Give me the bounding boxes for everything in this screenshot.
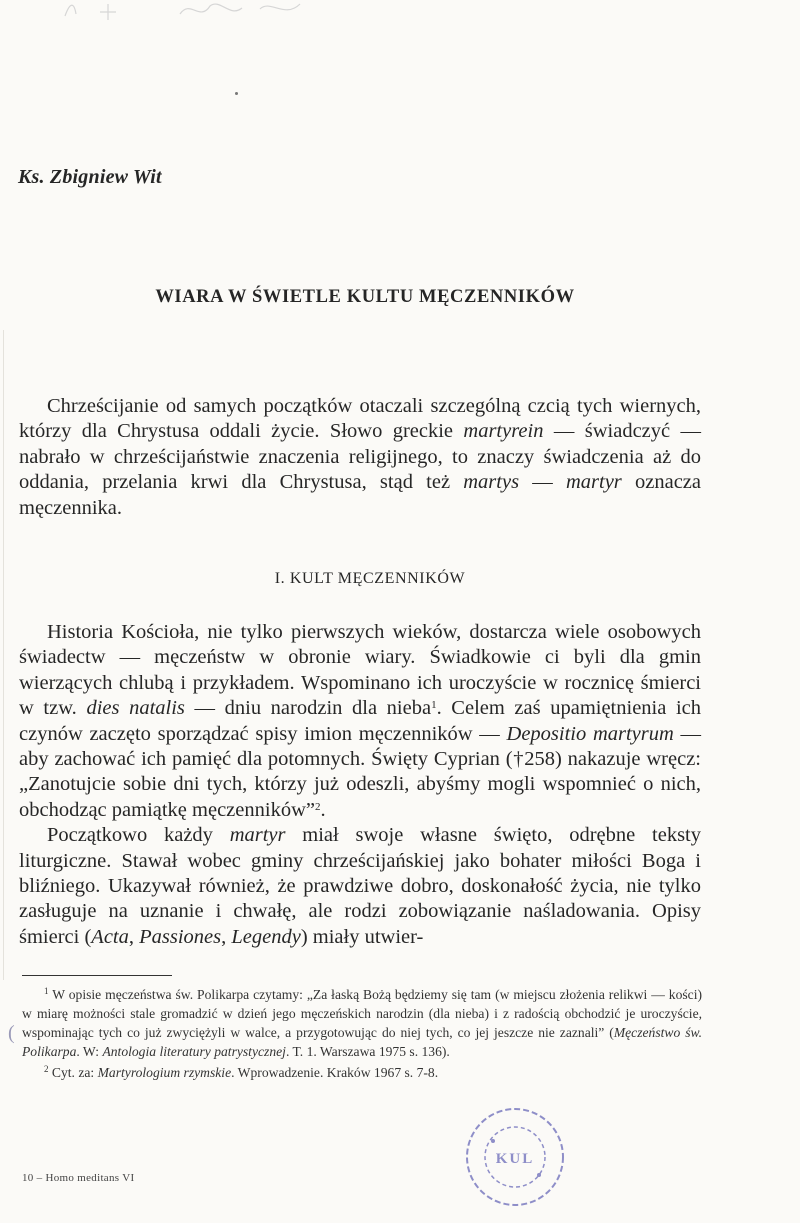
author-name: Ks. Zbigniew Wit (18, 166, 162, 188)
term-martyrein: martyrein (463, 420, 544, 443)
term-dies-natalis: dies natalis (86, 697, 185, 720)
footnote-2: $^2$ Cyt. za: Martyrologium rzymskie. Wprowadzenie. Kraków 1967 s. 7-8. (44, 1064, 439, 1080)
footnote-ref-1[interactable]: 1 (431, 699, 437, 712)
footnote-1: $^1$ W opisie męczeństwa św. Polikarpa czytamy: „Za łaską Bożą będziemy się tam (w miejscu złożenia relikwi — kości) w miarę możności stale gromadzić w dzień jego męczeńskich narodzin (dla nieba) i z radością obchodzić je uroczyście, wspominając tych co już zwyciężyli w walce, a przygotowując do niej tych, co jej jeszcze nie zaznali” (Męczeństwo św. Polikarpa. W: Antologia literatury patrystycznej. T. 1. Warszawa 1975 s. 136). (22, 986, 702, 1059)
library-stamp (463, 1105, 567, 1209)
binding-edge-shadow (3, 330, 4, 980)
page-footer: 10 – Homo meditans VI (22, 1172, 135, 1184)
footnote-ref-2[interactable]: 2 (314, 800, 321, 813)
paragraph-history: Historia Kościoła, nie tylko pierwszych wieków, dostarcza wiele osobowych świadectw — męczeństw w obronie wiary. Świadkowie ci byli dla gmin wierzących chlubą i przykładem. Wspominano ich uroczyście w rocznicę śmierci w tzw. dies natalis — dniu narodzin dla nieba$^1$. Celem zaś upamiętnienia ich czynów zaczęto sporządzać spisy imion męczenników — Depositio martyrum — aby zachować ich pamięć dla potomnych. Święty Cyprian (†258) nakazuje wręcz: „Zanotujcie sobie dni tych, którzy już odeszli, abyśmy mogli wspomnieć o nich, obchodząc pamiątkę męczenników”$^2$. (19, 621, 702, 821)
footnotes (22, 985, 702, 1084)
pencil-bracket-mark: ( (8, 1022, 15, 1044)
term-legendy: Legendy (231, 925, 301, 948)
footnote-separator (22, 975, 172, 976)
term-martys: martys (463, 471, 520, 494)
term-depositio-martyrum: Depositio martyrum (506, 722, 674, 745)
term-acta: Acta (91, 925, 129, 948)
section-heading: I. KULT MĘCZENNIKÓW (274, 570, 466, 587)
handwritten-pencil-note (60, 0, 310, 24)
article-title: WIARA W ŚWIETLE KULTU MĘCZENNIKÓW (155, 287, 575, 307)
paragraph-martyr-feast: Początkowo każdy martyr miał swoje własne święto, odrębne teksty liturgiczne. Stawał wobec gminy chrześcijańskiej jako bohater miłości Boga i bliźniego. Ukazywał również, że prawdziwe dobro, doskonałość życia, nie tylko zasługuje na uznanie i chwałę, ale rodzi zobowiązanie naśladowania. Opisy śmierci (Acta, Passiones, Legendy) miały utwier- (19, 824, 701, 948)
term-martyr-2: martyr (229, 824, 286, 847)
term-passiones: Passiones (139, 925, 222, 948)
intro-paragraph: Chrześcijanie od samych początków otaczali szczególną czcią tych wiernych, którzy dla Chrystusa oddali życie. Słowo greckie martyrein — świadczyć — nabrało w chrześcijaństwie znaczenia religijnego, to znaczy świadczenia aż do oddania, przelania krwi dla Chrystusa, stąd też martys — martyr oznacza męczennika. (19, 395, 701, 519)
speck-mark (235, 92, 238, 95)
stamp-label: KUL (495, 1151, 535, 1167)
term-martyr: martyr (565, 471, 622, 494)
main-text (19, 620, 701, 950)
